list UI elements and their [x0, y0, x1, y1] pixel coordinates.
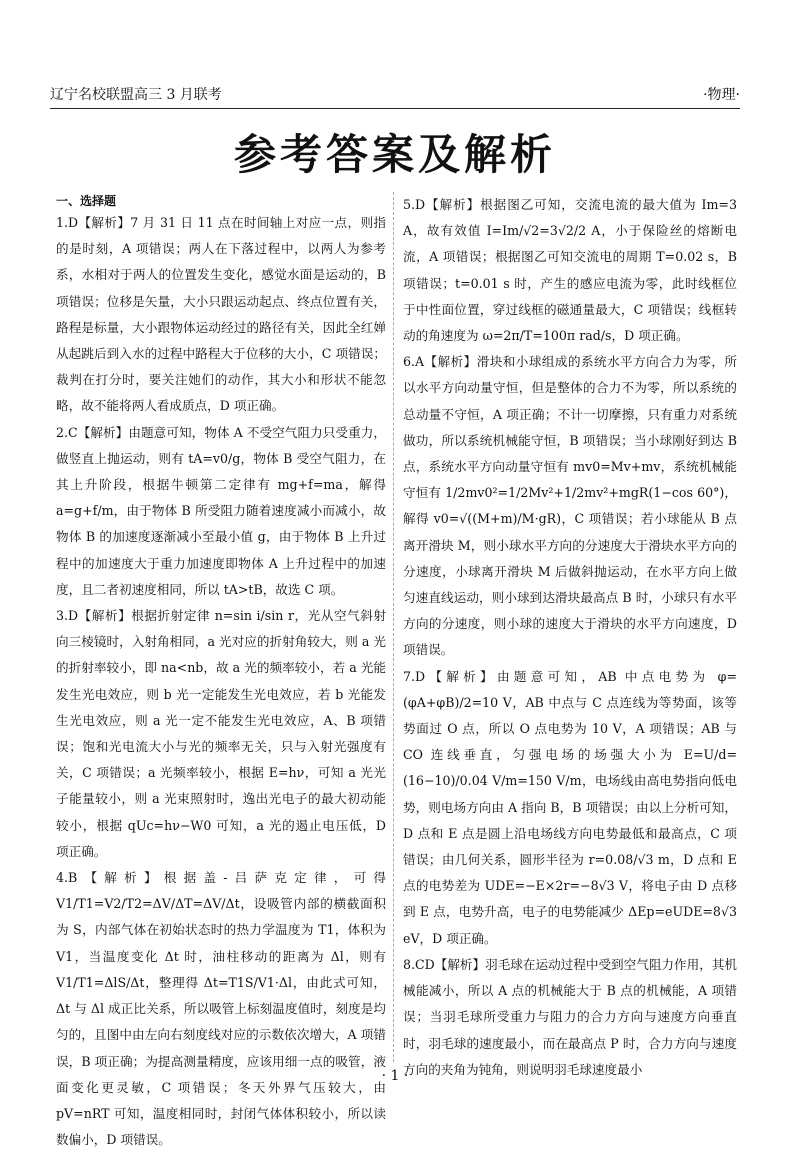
left-column: [56, 192, 386, 1153]
answer-item-6: 6.A【解析】滑块和小球组成的系统水平方向合力为零，所以水平方向动量守恒，但是整体的合力不为零，所以系统的总动量不守恒，A 项正确；不计一切摩擦，只有重力对系统做功，所以系统机械能守恒，B 项错误；当小球刚好到达 B 点，系统水平方向动量守恒有 mv0=Mv+mv，系统机械能守恒有 1/2mv0²=1/2Mv²+1/2mv²+mgR(1−cos 60°)，解得 v0=√((M+m)/M·gR)，C 项错误；若小球能从 B 点离开滑块 M，则小球水平方向的分速度大于滑块水平方向的分速度，小球离开滑块 M 后做斜抛运动，在水平方向上做匀速直线运动，则小球到达滑块最高点 B 时，小球只有水平方向的分速度，则小球的速度大于滑块的水平方向速度，D 项错误。: [403, 354, 737, 658]
answer-item-8: 8.CD【解析】羽毛球在运动过程中受到空气阻力作用，其机械能减小，所以 A 点的机械能大于 B 点的机械能，A 项错误；当羽毛球所受重力与阻力的合力方向与速度方向垂直时，羽毛球的速度最小，而在最高点 P 时，合力方向与速度方向的夹角为钝角，则说明羽毛球速度最小: [403, 956, 737, 1077]
page-title: 参考答案及解析: [233, 130, 556, 179]
answer-item-4: 4.B【解析】根据盖-吕萨克定律，可得 V1/T1=V2/T2=ΔV/ΔT=ΔV/Δt，设吸管内部的横截面积为 S，内部气体在初始状态时的热力学温度为 T1，体积为 V1，当温度变化 Δt 时，油柱移动的距离为 Δl，则有 V1/T1=ΔlS/Δt，整理得 Δt=T1S/V1·Δl，由此式可知，Δt 与 Δl 成正比关系，所以吸管上标刻温度值时，刻度是均匀的，且图中由左向右刻度线对应的示数依次增大，A 项错误，B 项正确；为提高测量精度，应该用细一点的吸管，液面变化更灵敏，C 项错误；冬天外界气压较大，由 pV=nRT 可知，温度相同时，封闭气体体积较小，所以读数偏小，D 项错误。: [56, 870, 386, 1148]
column-divider: [393, 192, 394, 1062]
answer-item-2: 2.C【解析】由题意可知，物体 A 不受空气阻力只受重力，做竖直上抛运动，则有 tA=v0/g，物体 B 受空气阻力，在其上升阶段，根据牛顿第二定律有 mg+f=ma，解得 a=g+f/m，由于物体 B 所受阻力随着速度减小而减小，故物体 B 的加速度逐渐减小至最小值 g，由于物体 B 上升过程中的加速度大于重力加速度即物体 A 上升过程中的加速度，且二者初速度相同，所以 tA>tB，故选 C 项。: [56, 424, 386, 597]
section-heading: 一、选择题: [56, 194, 117, 208]
answer-item-1: 1.D【解析】7 月 31 日 11 点在时间轴上对应一点，则指的是时刻，A 项错误；两人在下落过程中，以两人为参考系，水相对于两人的位置发生变化，感觉水面是运动的，B 项错误；位移是矢量，大小只跟运动起点、终点位置有关，路程是标量，大小跟物体运动经过的路径有关，因此全红婵从起跳后到入水的过程中路程大于位移的大小，C 项错误；裁判在打分时，要关注她们的动作，其大小和形状不能忽略，故不能将两人看成质点，D 项正确。: [56, 215, 386, 414]
page-header: [50, 80, 740, 109]
answer-item-5: 5.D【解析】根据图乙可知，交流电流的最大值为 Im=3 A，故有效值 I=Im/√2=3√2/2 A，小于保险丝的熔断电流，A 项错误；根据图乙可知交流电的周期 T=0.02 s，B 项错误；t=0.01 s 时，产生的感应电流为零，此时线框位于中性面位置，穿过线框的磁通量最大，C 项错误；线框转动的角速度为 ω=2π/T=100π rad/s，D 项正确。: [403, 197, 737, 344]
answer-item-3: 3.D【解析】根据折射定律 n=sin i/sin r，光从空气斜射向三棱镜时，入射角相同，a 光对应的折射角较大，则 a 光的折射率较小，即 na<nb，故 a 光的频率较小，若 a 光能发生光电效应，则 b 光一定能发生光电效应，若 b 光能发生光电效应，则 a 光一定不能发生光电效应，A、B 项错误；饱和光电流大小与光的频率无关，只与入射光强度有关，C 项错误；a 光频率较小，根据 E=hν，可知 a 光光子能量较小，则 a 光束照射时，逸出光电子的最大初动能较小，根据 qUc=hν−W0 可知，a 光的遏止电压低，D 项正确。: [56, 608, 386, 859]
subject-label: ·物理·: [703, 87, 740, 103]
exam-name: 辽宁名校联盟高三 3 月联考: [50, 87, 222, 103]
answer-item-7: 7.D【解析】由题意可知，AB 中点电势为 φ=(φA+φB)/2=10 V，AB 中点与 C 点连线为等势面，该等势面过 O 点，所以 O 点电势为 10 V，A 项错误；AB 与 CO 连线垂直，匀强电场的场强大小为 E=U/d=(16−10)/0.04 V/m=150 V/m，电场线由高电势指向低电势，则电场方向由 A 指向 B，B 项错误；由以上分析可知，D 点和 E 点是圆上沿电场线方向电势最低和最高点，C 项错误；由几何关系，圆形半径为 r=0.08/√3 m，D 点和 E 点的电势差为 UDE=−E×2r=−8√3 V，将电子由 D 点移到 E 点，电势升高，电子的电势能减少 ΔEp=eUDE=8√3 eV，D 项正确。: [403, 668, 737, 946]
page-number: · 1 ·: [381, 1068, 409, 1084]
right-column: [403, 192, 737, 1083]
